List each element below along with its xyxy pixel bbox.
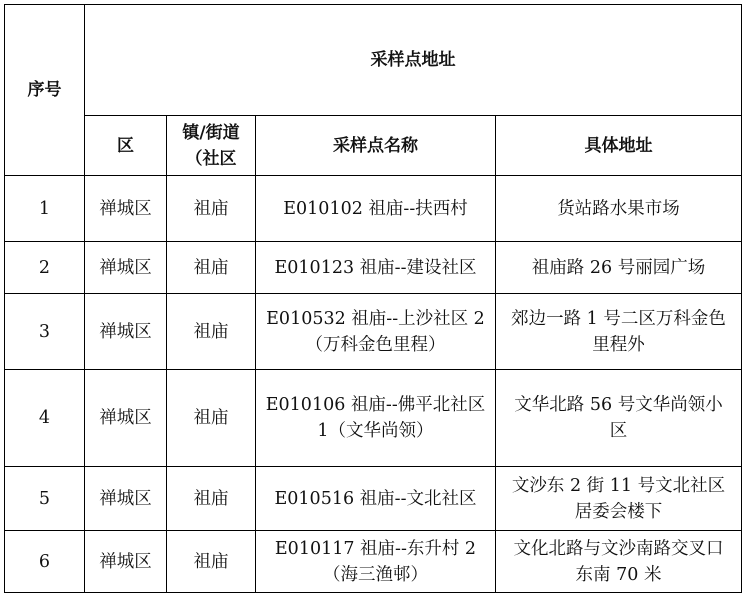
cell-district: 禅城区 xyxy=(85,370,167,467)
cell-seq: 4 xyxy=(5,370,85,467)
cell-seq: 3 xyxy=(5,294,85,370)
cell-address xyxy=(496,370,742,467)
cell-site-name xyxy=(256,294,496,370)
cell-address xyxy=(496,531,742,593)
address-line2: 区 xyxy=(609,421,628,441)
cell-site-name xyxy=(256,176,496,242)
site-name-line1: E010532 祖庙--上沙社区 2 xyxy=(266,308,485,329)
cell-site-name xyxy=(256,242,496,294)
cell-district: 禅城区 xyxy=(85,242,167,294)
cell-site-name xyxy=(256,370,496,467)
site-name-line1: E010102 祖庙--扶西村 xyxy=(283,198,468,219)
cell-seq: 6 xyxy=(5,531,85,593)
address-line1: 郊边一路 1 号二区万科金色 xyxy=(511,308,726,329)
cell-seq: 2 xyxy=(5,242,85,294)
header-row-top xyxy=(5,5,742,116)
cell-town: 祖庙 xyxy=(167,294,256,370)
cell-seq: 5 xyxy=(5,467,85,531)
cell-district: 禅城区 xyxy=(85,531,167,593)
address-line2: 里程外 xyxy=(592,334,645,355)
cell-address xyxy=(496,176,742,242)
header-sampling-address: 采样点地址 xyxy=(85,5,742,116)
address-line2: 东南 70 米 xyxy=(575,564,662,585)
site-name-line1: E010516 祖庙--文北社区 xyxy=(274,488,477,509)
cell-town: 祖庙 xyxy=(167,531,256,593)
site-name-line1: E010117 祖庙--东升村 2 xyxy=(274,538,477,559)
address-line2: 居委会楼下 xyxy=(574,501,663,522)
header-district: 区 xyxy=(85,116,167,176)
address-line1: 货站路水果市场 xyxy=(557,198,680,219)
address-line1: 祖庙路 26 号丽园广场 xyxy=(531,257,706,278)
table-row xyxy=(5,242,742,294)
cell-address xyxy=(496,467,742,531)
site-name-line1: E010123 祖庙--建设社区 xyxy=(274,257,477,278)
site-name-line2: （海三渔邨） xyxy=(323,564,428,585)
table-row xyxy=(5,531,742,593)
cell-town: 祖庙 xyxy=(167,370,256,467)
cell-district: 禅城区 xyxy=(85,467,167,531)
cell-address xyxy=(496,294,742,370)
table-row xyxy=(5,176,742,242)
header-row-sub xyxy=(5,116,742,176)
sampling-site-table xyxy=(4,4,742,593)
header-town-line2: （社区 xyxy=(185,148,237,169)
cell-district: 禅城区 xyxy=(85,176,167,242)
header-town xyxy=(167,116,256,176)
address-line1: 文沙东 2 街 11 号文北社区 xyxy=(511,475,726,496)
table-row xyxy=(5,467,742,531)
header-site-name: 采样点名称 xyxy=(256,116,496,176)
header-town-line1: 镇/街道 xyxy=(182,122,240,143)
cell-seq: 1 xyxy=(5,176,85,242)
cell-site-name xyxy=(256,467,496,531)
cell-address xyxy=(496,242,742,294)
cell-district: 禅城区 xyxy=(85,294,167,370)
cell-town: 祖庙 xyxy=(167,242,256,294)
cell-site-name xyxy=(256,531,496,593)
address-line1: 文华北路 56 号文华尚领小 xyxy=(514,395,723,415)
table-row xyxy=(5,294,742,370)
address-line1: 文化北路与文沙南路交叉口 xyxy=(513,538,724,559)
header-seq: 序号 xyxy=(5,5,85,176)
header-address: 具体地址 xyxy=(496,116,742,176)
site-name-line2: （万科金色里程） xyxy=(305,334,446,355)
site-name-line2: 1（文华尚领） xyxy=(317,421,434,441)
cell-town: 祖庙 xyxy=(167,176,256,242)
cell-town: 祖庙 xyxy=(167,467,256,531)
site-name-line1: E010106 祖庙--佛平北社区 xyxy=(265,395,486,415)
table-row xyxy=(5,370,742,467)
